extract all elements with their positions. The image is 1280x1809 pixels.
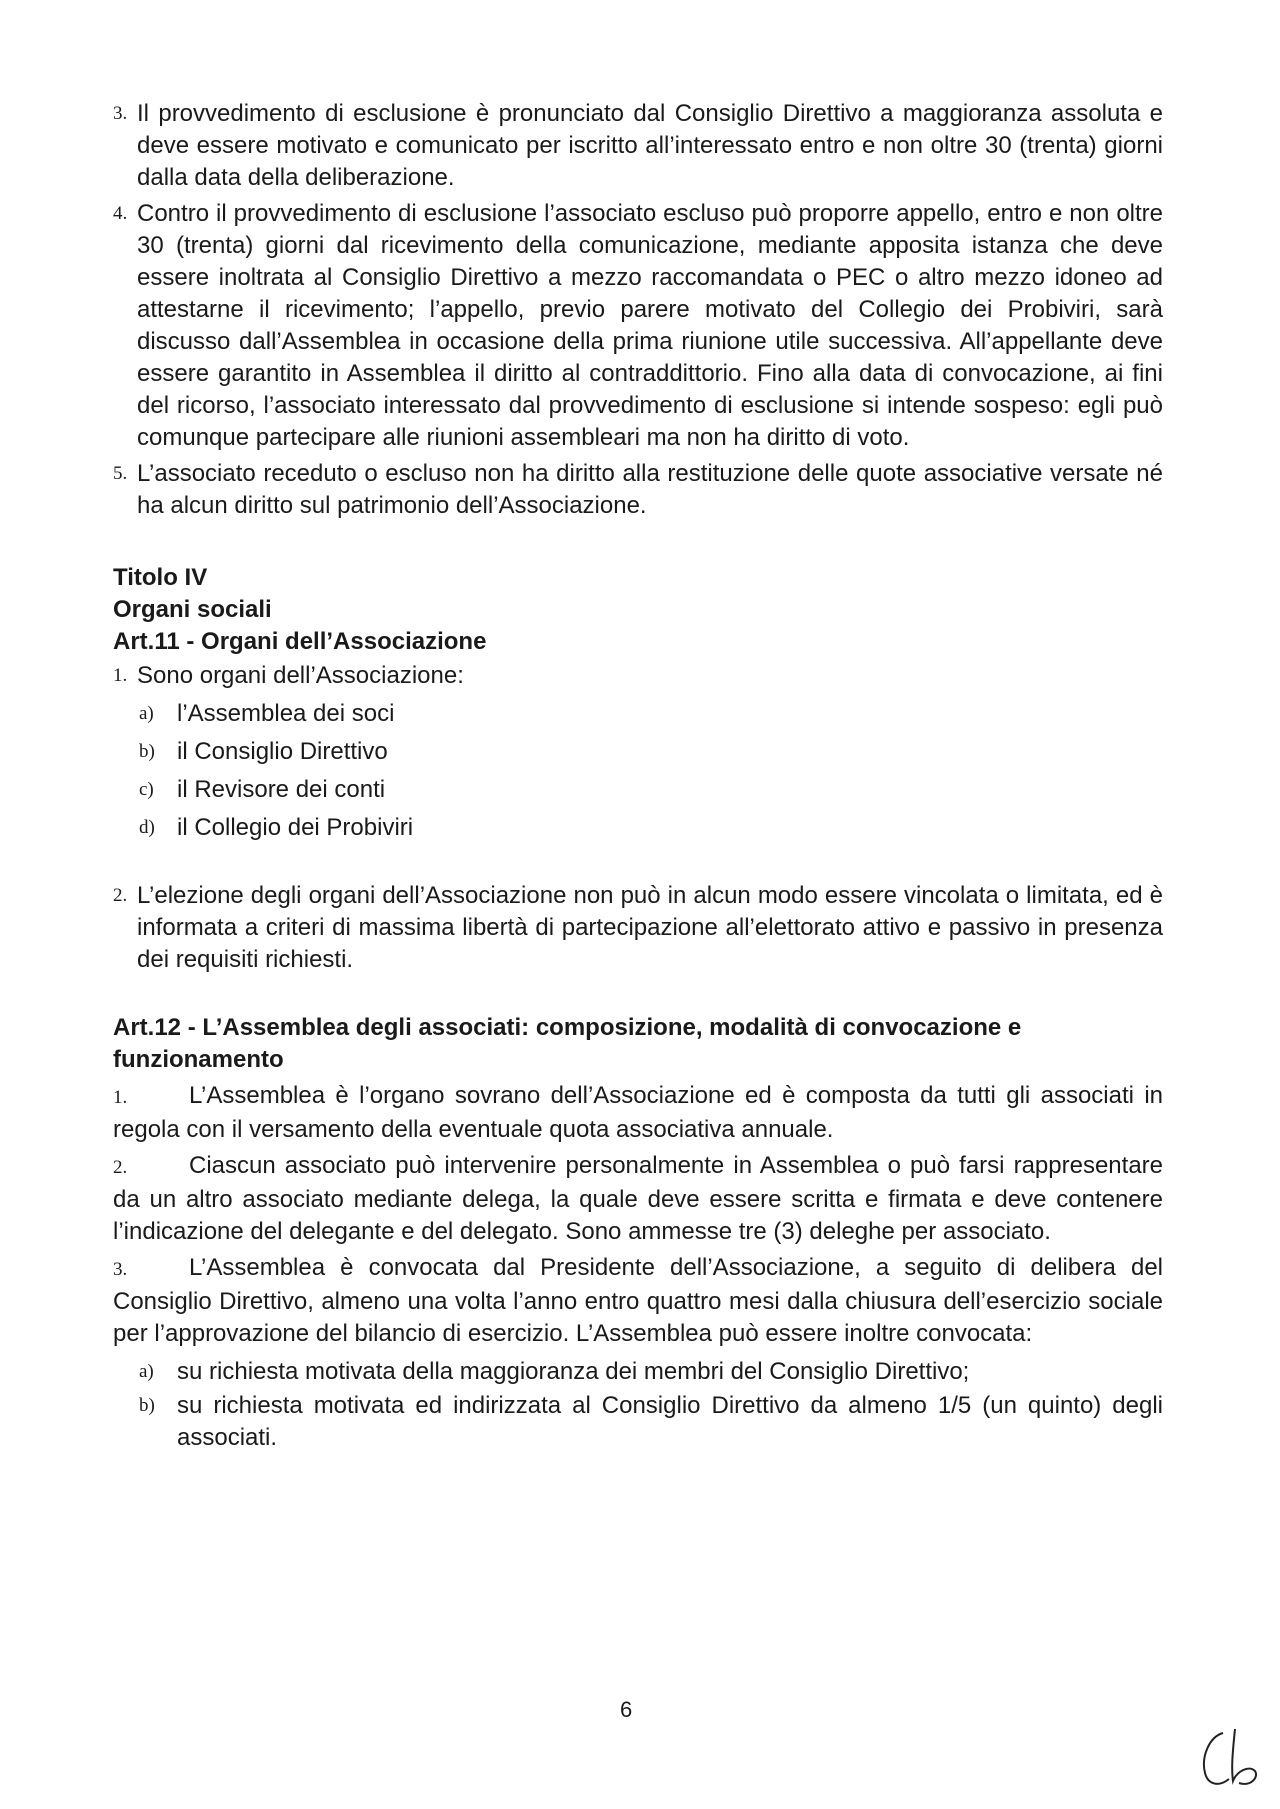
item-text: l’Assemblea dei soci	[177, 700, 395, 727]
list-item	[113, 880, 1163, 976]
section-subtitle: Organi sociali	[113, 596, 272, 623]
list-item	[113, 458, 1163, 522]
section-title: Titolo IV	[113, 564, 208, 591]
item-number: 3.	[113, 1259, 128, 1280]
organ-list	[123, 698, 1163, 844]
item-text: L’elezione degli organi dell’Associazione non può in alcun modo essere vincolata o limitata, ed è informata a criteri di massima libertà di partecipazione all’elettorato attivo e passivo in presenza dei requisiti richiesti.	[137, 882, 1163, 973]
article-title-11: Art.11 - Organi dell’Associazione	[113, 628, 487, 655]
item-text: il Consiglio Direttivo	[177, 738, 388, 765]
list-item	[113, 1252, 1163, 1350]
signature-initials	[1195, 1715, 1275, 1795]
page-number: 6	[620, 1697, 633, 1722]
item-text: Il provvedimento di esclusione è pronunciato dal Consiglio Direttivo a maggioranza assoluta e deve essere motivato e comunicato per iscritto all’interessato entro e non oltre 30 (trenta) giorni dalla data della deliberazione.	[137, 100, 1163, 191]
item-text: su richiesta motivata ed indirizzata al Consiglio Direttivo da almeno 1/5 (un quinto) degli associati.	[177, 1392, 1163, 1451]
item-letter: b)	[139, 1395, 155, 1416]
article-title-12: Art.12 - L’Assemblea degli associati: composizione, modalità di convocazione e funzionamento	[113, 1014, 1022, 1073]
item-number: 4.	[113, 203, 128, 224]
list-item	[113, 1080, 1163, 1146]
item-number: 3.	[113, 103, 128, 124]
item-text: su richiesta motivata della maggioranza dei membri del Consiglio Direttivo;	[177, 1358, 970, 1385]
item-letter: c)	[139, 779, 154, 800]
item-text: il Revisore dei conti	[177, 776, 386, 803]
list-item	[113, 198, 1163, 454]
item-text: Sono organi dell’Associazione:	[137, 662, 464, 689]
item-number: 2.	[113, 1157, 128, 1178]
item-letter: a)	[139, 703, 154, 724]
list-item	[123, 1356, 1163, 1388]
item-text: L’Assemblea è l’organo sovrano dell’Associazione ed è composta da tutti gli associati in regola con il versamento della eventuale quota associativa annuale.	[113, 1082, 1163, 1143]
item-number: 1.	[113, 1087, 128, 1108]
list-item	[123, 698, 1163, 730]
list-item	[123, 774, 1163, 806]
item-text: Ciascun associato può intervenire personalmente in Assemblea o può farsi rappresentare da un altro associato mediante delega, la quale deve essere scritta e firmata e deve contenere l’indicazione del delegante e del delegato. Sono ammesse tre (3) deleghe per associato.	[113, 1152, 1163, 1245]
list-item	[113, 98, 1163, 194]
item-text: L’Assemblea è convocata dal Presidente dell’Associazione, a seguito di delibera del Consiglio Direttivo, almeno una volta l’anno entro quattro mesi dalla chiusura dell’esercizio sociale per l’approvazione del bilancio di esercizio. L’Assemblea può essere inoltre convocata:	[113, 1254, 1163, 1347]
item-number: 5.	[113, 463, 128, 484]
document-page	[113, 98, 1163, 1454]
item-number: 2.	[113, 885, 128, 906]
item-text: Contro il provvedimento di esclusione l’associato escluso può proporre appello, entro e non oltre 30 (trenta) giorni dal ricevimento della comunicazione, mediante apposita istanza che deve essere inoltrata al Consiglio Direttivo a mezzo raccomandata o PEC o altro mezzo idoneo ad attestarne il ricevimento; l’appello, previo parere motivato del Collegio dei Probiviri, sarà discusso dall’Assemblea in occasione della prima riunione utile successiva. All’appellante deve essere garantito in Assemblea il diritto al contraddittorio. Fino alla data di convocazione, ai fini del ricorso, l’associato interessato dal provvedimento di esclusione si intende sospeso: egli può comunque partecipare alle riunioni assembleari ma non ha diritto di voto.	[137, 200, 1163, 451]
list-item	[123, 736, 1163, 768]
list-item	[123, 1390, 1163, 1454]
item-letter: a)	[139, 1361, 154, 1382]
list-item	[113, 1150, 1163, 1248]
convocation-list	[123, 1356, 1163, 1454]
item-text: il Collegio dei Probiviri	[177, 814, 414, 841]
item-number: 1.	[113, 665, 128, 686]
item-letter: b)	[139, 741, 155, 762]
list-item	[113, 660, 1163, 692]
item-letter: d)	[139, 817, 155, 838]
list-item	[123, 812, 1163, 844]
item-text: L’associato receduto o escluso non ha diritto alla restituzione delle quote associative versate né ha alcun diritto sul patrimonio dell’Associazione.	[137, 460, 1163, 519]
